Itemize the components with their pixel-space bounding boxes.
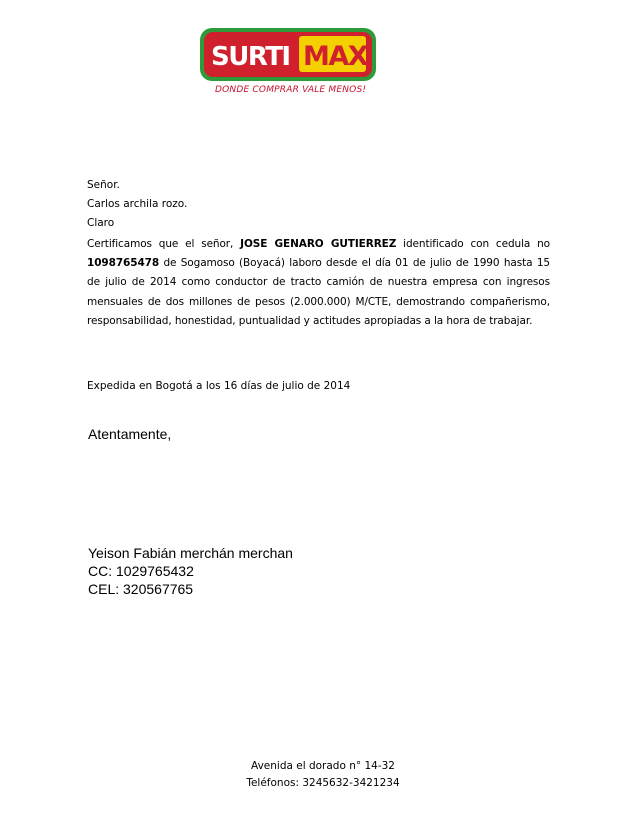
certificate-body [87,235,550,331]
recipient-block [87,176,187,233]
logo-text-left: SURTI [211,42,290,72]
employee-id: 1098765478 [87,257,160,270]
footer [0,758,638,792]
footer-phones: Teléfonos: 3245632-3421234 [246,777,400,789]
footer-address: Avenida el dorado n° 14-32 [251,760,395,772]
body-text-2: identificado con cedula no [396,238,550,250]
signer-name: Yeison Fabián merchán merchan [88,545,293,561]
recipient-company: Claro [87,217,115,229]
body-text-1: Certificamos que el señor, [87,238,241,250]
surtimax-logo [199,27,377,82]
issued-line: Expedida en Bogotá a los 16 días de julio de 2014 [87,380,351,392]
signer-cel: CEL: 320567765 [88,581,194,597]
recipient-name: Carlos archila rozo. [87,198,188,210]
logo-text-right: MAX [303,41,368,72]
signer-block [88,544,293,598]
signer-cc: CC: 1029765432 [88,563,194,579]
body-text-3: de Sogamoso (Boyacá) laboro desde el día 01 de julio de 1990 hasta 15 de julio de 2014 como conductor de tracto camión de nuestra empresa con ingresos mensuales de dos millones de pesos (2.000.000) M/CTE, demostrando compañerismo, responsabilidad, honestidad, puntualidad y actitudes apropiadas a la hora de trabajar. [87,257,550,327]
logo-slogan: DONDE COMPRAR VALE MENOS! [215,85,367,95]
employee-name: JOSE GENARO GUTIERREZ [240,238,397,250]
closing: Atentamente, [88,426,172,442]
recipient-salutation: Señor. [87,179,120,191]
